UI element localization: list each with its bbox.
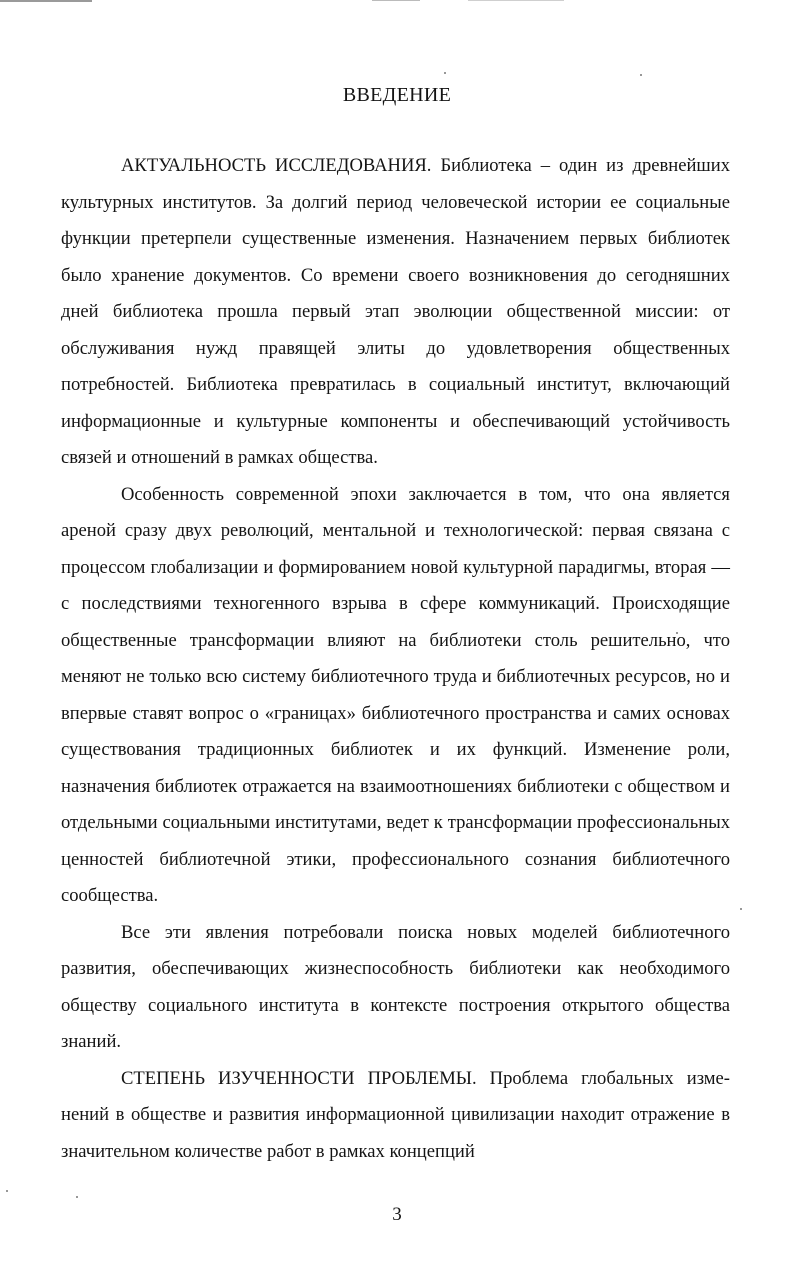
scan-edge-mark bbox=[372, 0, 420, 1]
paragraph-modern-era: Особенность современной эпохи заключается в том, что она является ареной сразу двух революций, ментальной и технологической: первая связана с процессом глобализации и формированием новой культурной парадигмы, вторая — с последствиями техногенного взрыва в сфере коммуникаций. Происходящие общественные трансформации влияют на библиотеки столь решительно, что меняют не только всю систему библиотечного труда и библиотечных ресурсов, но и впервые ставят вопрос о «границах» библиотечного пространства и самих основах существования традиционных библиотек и их функций. Изменение роли, назначения библиотек отражается на взаимоотношениях библиотеки с обществом и отдельными социальными институтами, ведет к трансформации профессиональных ценностей библиотечной этики, профессионального сознания библиотечного сообщества. bbox=[61, 483, 730, 906]
scan-speck bbox=[76, 1196, 78, 1198]
scan-edge-mark bbox=[468, 0, 564, 1]
body-text bbox=[61, 148, 730, 1170]
paragraph-research-degree: СТЕПЕНЬ ИЗУЧЕННОСТИ ПРОБЛЕМЫ. Проблема глобальных изменений в обществе и развития информационной цивилизации находит отражение в значительном количестве работ в рамках концепций bbox=[61, 1067, 730, 1162]
paragraph-new-models: Все эти явления потребовали поиска новых моделей библиотечного развития, обеспечивающих жизнеспособность библиотеки как необходимого обществу социального института в контексте построения открытого общества знаний. bbox=[61, 921, 730, 1052]
scan-speck bbox=[740, 908, 742, 910]
scan-speck bbox=[640, 74, 642, 76]
scan-speck bbox=[444, 72, 446, 74]
paragraph-relevance: АКТУАЛЬНОСТЬ ИССЛЕДОВАНИЯ. Библиотека – один из древнейших культурных институтов. За долгий период человеческой истории ее социальные функции претерпели существенные изменения. Назначением первых библиотек было хранение документов. Со времени своего возникновения до сегодняшних дней библиотека прошла первый этап эволюции общественной миссии: от обслуживания нужд правящей элиты до удовлетворения общественных потребностей. Библиотека превратилась в социальный институт, включающий информационные и культурные компоненты и обеспечивающий устойчивость связей и отношений в рамках общества. bbox=[61, 155, 730, 468]
section-heading: ВВЕДЕНИЕ bbox=[342, 84, 452, 106]
scan-speck bbox=[6, 1190, 8, 1192]
page-number: 3 bbox=[392, 1204, 402, 1225]
scan-edge-mark bbox=[0, 0, 92, 2]
